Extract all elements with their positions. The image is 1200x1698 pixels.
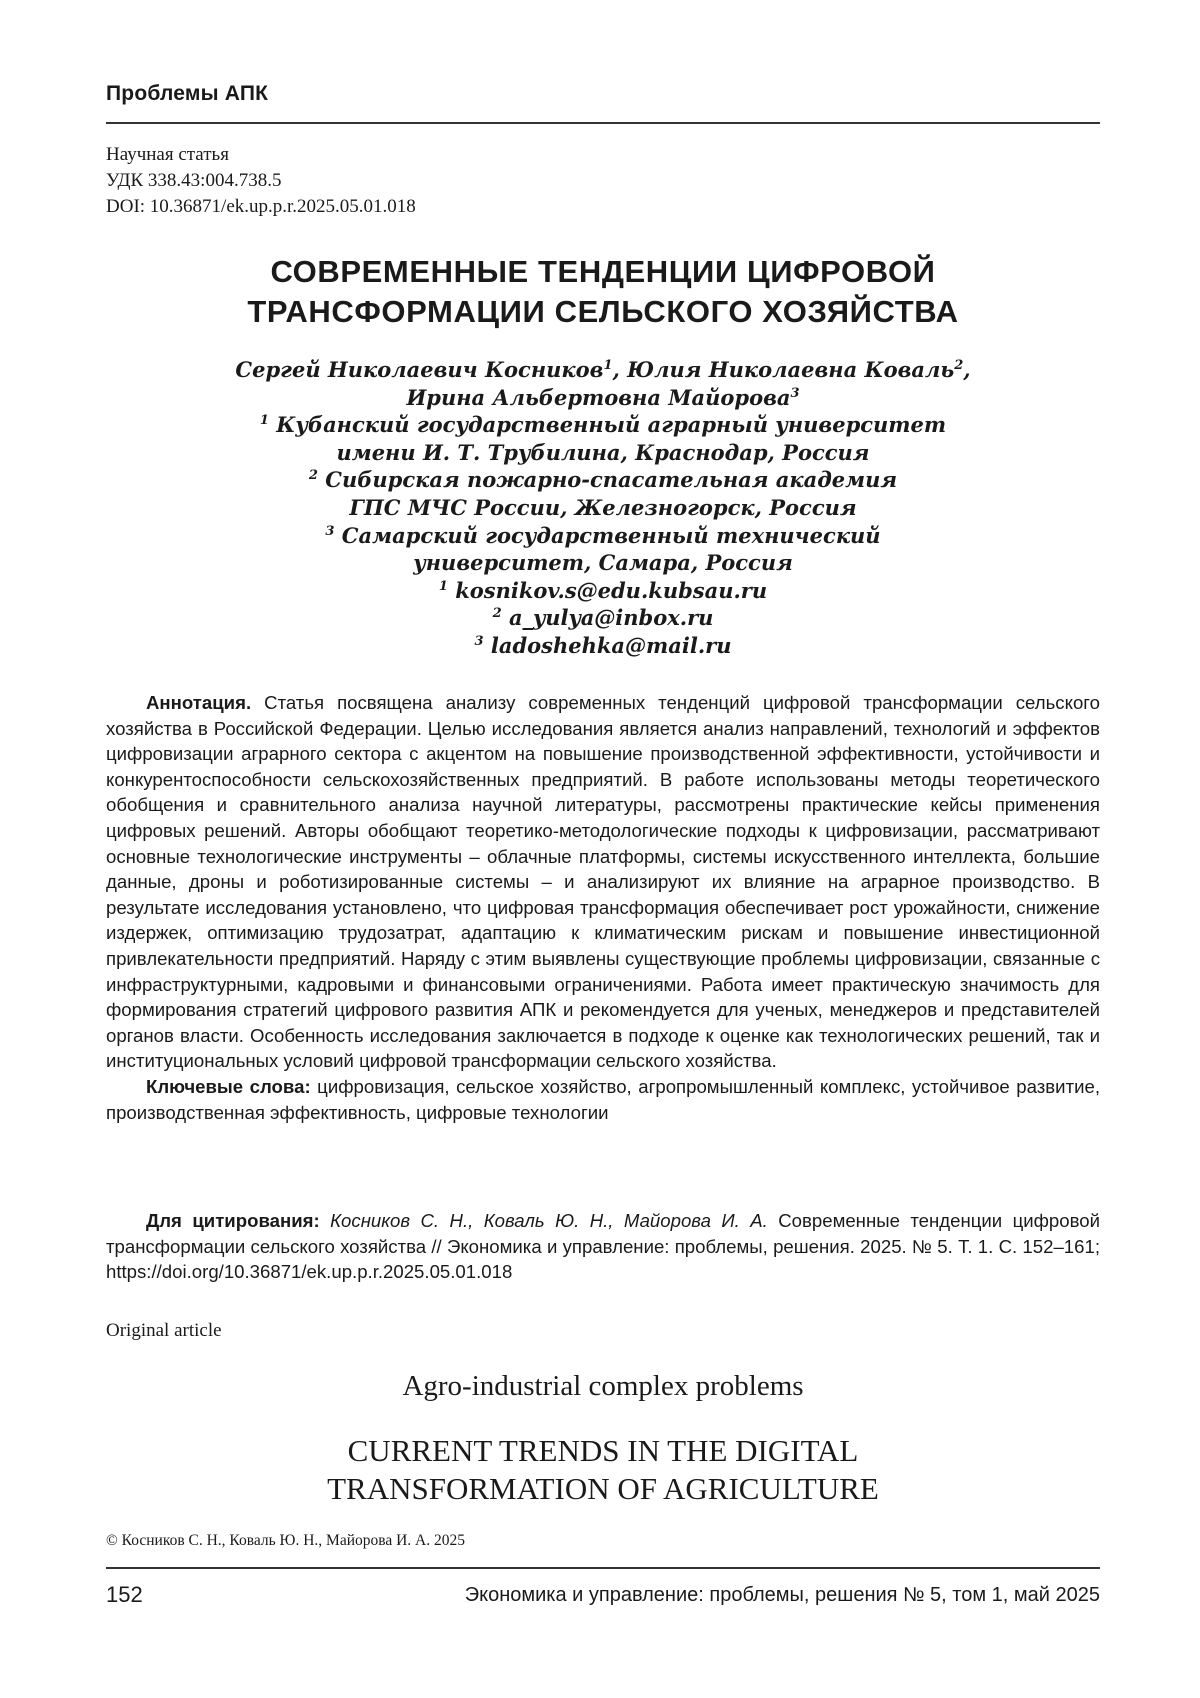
aff-2-line-1: Сибирская пожарно-спасательная академия — [325, 467, 897, 492]
abstract-label: Аннотация. — [146, 692, 251, 713]
affiliation-1 — [106, 411, 1100, 439]
affiliation-3-cont: университет, Самара, Россия — [106, 549, 1100, 577]
footer-divider — [106, 1567, 1100, 1569]
citation-section — [106, 1208, 1100, 1285]
title-ru-line-2: ТРАНСФОРМАЦИИ СЕЛЬСКОГО ХОЗЯЙСТВА — [106, 292, 1100, 332]
email-2-sup: 2 — [493, 606, 502, 621]
title-en-line-2: TRANSFORMATION OF AGRICULTURE — [106, 1470, 1100, 1508]
email-2-text[interactable]: a_yulya@inbox.ru — [509, 605, 713, 630]
citation-paragraph — [106, 1208, 1100, 1285]
authors-line-1 — [106, 356, 1100, 384]
citation-authors: Косников С. Н., Коваль Ю. Н., Майорова И. А. — [330, 1210, 768, 1231]
email-2 — [106, 604, 1100, 632]
journal-section-header: Проблемы АПК — [106, 82, 268, 106]
citation-label: Для цитирования: — [146, 1210, 320, 1231]
author-3-sup: 3 — [790, 386, 799, 401]
article-type: Научная статья — [106, 142, 416, 168]
doi: DOI: 10.36871/ek.up.p.r.2025.05.01.018 — [106, 194, 416, 220]
authors-block — [106, 356, 1100, 660]
author-2-sup: 2 — [954, 358, 963, 373]
email-1-sup: 1 — [439, 579, 448, 594]
aff-2-sup: 2 — [309, 468, 318, 483]
article-title-ru — [106, 252, 1100, 332]
affiliation-1-cont: имени И. Т. Трубилина, Краснодар, Россия — [106, 439, 1100, 467]
journal-footer: Экономика и управление: проблемы, решения № 5, том 1, май 2025 — [465, 1584, 1100, 1607]
affiliation-3 — [106, 522, 1100, 550]
article-page — [106, 0, 1100, 1698]
email-3-text[interactable]: ladoshehka@mail.ru — [491, 633, 732, 658]
article-title-en — [106, 1432, 1100, 1508]
email-1 — [106, 577, 1100, 605]
email-3-sup: 3 — [475, 634, 484, 649]
affiliation-2-cont: ГПС МЧС России, Железногорск, Россия — [106, 494, 1100, 522]
keywords-text: цифровизация, сельское хозяйство, агропромышленный комплекс, устойчивое развитие, производственная эффективность, цифровые технологии — [106, 1076, 1100, 1123]
abstract-paragraph — [106, 690, 1100, 1074]
author-1: Сергей Николаевич Косников — [235, 357, 603, 382]
aff-3-sup: 3 — [325, 524, 334, 539]
copyright-notice: © Косников С. Н., Коваль Ю. Н., Майорова И. А. 2025 — [106, 1532, 465, 1550]
title-ru-line-1: СОВРЕМЕННЫЕ ТЕНДЕНЦИИ ЦИФРОВОЙ — [106, 252, 1100, 292]
header-divider — [106, 122, 1100, 124]
affiliation-2 — [106, 466, 1100, 494]
page-number: 152 — [106, 1582, 143, 1608]
author-3: Ирина Альбертовна Майорова — [406, 385, 790, 410]
abstract-section — [106, 690, 1100, 1125]
author-1-sup: 1 — [603, 358, 612, 373]
abstract-text: Статья посвящена анализу современных тенденций цифровой трансформации сельского хозяйства в Российской Федерации. Целью исследования является анализ направлений, технологий и эффектов цифровизации аграрного сектора с акцентом на повышение производственной эффективности, устойчивости и конкурентоспособности сельскохозяйственных предприятий. В работе использованы методы теоретического обобщения и сравнительного анализа научной литературы, рассмотрены практические кейсы применения цифровых решений. Авторы обобщают теоретико-методологические подходы к цифровизации, рассматривают основные технологические инструменты – облачные платформы, системы искусственного интеллекта, большие данные, дроны и роботизированные системы – и анализируют их влияние на аграрное производство. В результате исследования установлено, что цифровая трансформация обеспечивает рост урожайности, снижение издержек, оптимизацию трудозатрат, адаптацию к климатическим рискам и повышение инвестиционной привлекательности предприятий. Наряду с этим выявлены существующие проблемы цифровизации, связанные с инфраструктурными, кадровыми и финансовыми ограничениями. Работа имеет практическую значимость для формирования стратегий цифрового развития АПК и рекомендуется для ученых, менеджеров и представителей органов власти. Особенность исследования заключается в подходе к оценке как технологических решений, так и институциональных условий цифровой трансформации сельского хозяйства. — [106, 692, 1100, 1071]
aff-1-sup: 1 — [260, 413, 269, 428]
author-2: Юлия Николаевна Коваль — [627, 357, 954, 382]
separator: , — [963, 357, 970, 382]
title-en-line-1: CURRENT TRENDS IN THE DIGITAL — [106, 1432, 1100, 1470]
keywords-paragraph — [106, 1074, 1100, 1125]
aff-3-line-1: Самарский государственный технический — [342, 523, 881, 548]
english-section-title: Agro-industrial complex problems — [106, 1370, 1100, 1403]
separator: , — [612, 357, 619, 382]
article-meta — [106, 142, 416, 220]
keywords-label: Ключевые слова: — [146, 1076, 311, 1097]
aff-1-line-1: Кубанский государственный аграрный университет — [276, 412, 946, 437]
email-3 — [106, 632, 1100, 660]
original-article-label: Original article — [106, 1320, 222, 1342]
udc-code: УДК 338.43:004.738.5 — [106, 168, 416, 194]
email-1-text[interactable]: kosnikov.s@edu.kubsau.ru — [455, 578, 767, 603]
authors-line-2 — [106, 384, 1100, 412]
citation-text: Современные тенденции цифровой трансформации сельского хозяйства // Экономика и управление: проблемы, решения. 2025. № 5. Т. 1. С. 152–161; https://doi.org/10.36871/ek.up.p.r.2025.05.01.018 — [106, 1210, 1100, 1282]
